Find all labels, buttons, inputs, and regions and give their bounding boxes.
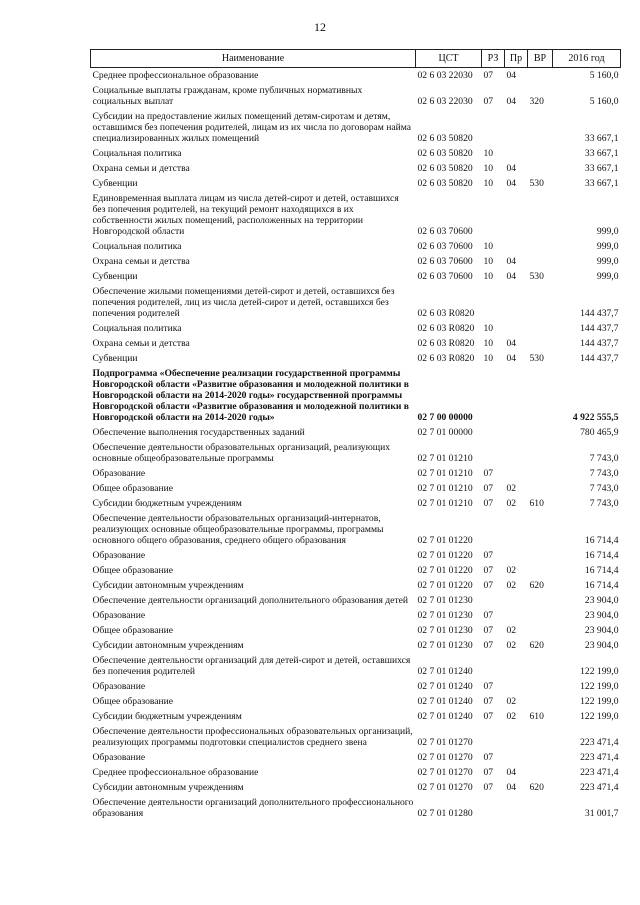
table-row xyxy=(91,563,621,578)
page-number: 12 xyxy=(314,20,326,34)
cell-rz: 10 xyxy=(483,338,494,349)
cell-rz xyxy=(482,109,505,146)
cell-vr: 610 xyxy=(529,711,544,722)
table-row xyxy=(91,284,621,321)
cell-rz: 07 xyxy=(483,782,494,793)
table-header-row xyxy=(91,50,621,68)
cell-cst: 02 6 03 R0820 xyxy=(417,338,475,349)
cell-pr xyxy=(505,109,528,146)
table-row xyxy=(91,548,621,563)
table-row xyxy=(91,608,621,623)
cell-sum: 7 743,0 xyxy=(589,483,619,494)
cell-vr xyxy=(528,321,553,336)
cell-cst: 02 6 03 50820 xyxy=(417,178,473,189)
cell-name: Субвенции xyxy=(92,353,138,364)
cell-pr xyxy=(505,284,528,321)
cell-sum: 7 743,0 xyxy=(589,468,619,479)
cell-cst: 02 7 01 01240 xyxy=(417,711,473,722)
cell-rz: 07 xyxy=(483,640,494,651)
header-cst: ЦСТ xyxy=(416,50,482,68)
cell-rz: 07 xyxy=(483,468,494,479)
cell-vr: 610 xyxy=(529,498,544,509)
cell-cst: 02 7 01 01230 xyxy=(417,610,473,621)
cell-rz xyxy=(482,425,505,440)
cell-rz: 07 xyxy=(483,498,494,509)
cell-pr xyxy=(505,679,528,694)
cell-vr xyxy=(528,724,553,750)
cell-sum: 122 199,0 xyxy=(580,711,619,722)
cell-pr: 04 xyxy=(506,353,517,364)
cell-pr: 02 xyxy=(506,696,517,707)
cell-cst: 02 7 01 01220 xyxy=(417,535,473,546)
cell-pr: 02 xyxy=(506,580,517,591)
cell-vr xyxy=(528,440,553,466)
cell-vr xyxy=(528,608,553,623)
cell-vr xyxy=(528,109,553,146)
cell-pr xyxy=(505,146,528,161)
table-row xyxy=(91,440,621,466)
cell-sum: 223 471,4 xyxy=(580,767,619,778)
cell-name: Социальные выплаты гражданам, кроме публичных нормативных социальных выплат xyxy=(92,85,363,107)
cell-sum: 23 904,0 xyxy=(584,625,619,636)
cell-cst: 02 6 03 70600 xyxy=(417,226,473,237)
cell-name: Общее образование xyxy=(92,696,174,707)
cell-vr xyxy=(528,161,553,176)
table-row xyxy=(91,709,621,724)
cell-name: Подпрограмма «Обеспечение реализации государственной программы Новгородской области «Развитие образования и молодежной политики в Новгородской области на 2014-2020 годы» государственной программы Новгородской области «Развитие образования и молодежной политики в Новгородской области на 2014-2020 годы» xyxy=(92,368,409,423)
cell-name: Обеспечение деятельности организаций дополнительного профессионального образования xyxy=(92,797,414,819)
cell-name: Обеспечение выполнения государственных заданий xyxy=(92,427,305,438)
cell-pr xyxy=(505,239,528,254)
cell-vr: 620 xyxy=(529,640,544,651)
cell-name: Образование xyxy=(92,468,146,479)
cell-sum: 7 743,0 xyxy=(589,498,619,509)
cell-cst: 02 7 01 01230 xyxy=(417,595,473,606)
table-row xyxy=(91,653,621,679)
cell-name: Субсидии автономным учреждениям xyxy=(92,580,244,591)
cell-sum: 780 465,9 xyxy=(580,427,619,438)
cell-sum: 33 667,1 xyxy=(584,148,619,159)
cell-sum: 5 160,0 xyxy=(589,70,619,81)
cell-vr xyxy=(528,623,553,638)
cell-rz xyxy=(482,724,505,750)
cell-cst: 02 7 01 01220 xyxy=(417,580,473,591)
cell-pr xyxy=(505,466,528,481)
header-vr: ВР xyxy=(528,50,553,68)
cell-pr xyxy=(505,366,528,425)
table-row xyxy=(91,496,621,511)
table-row xyxy=(91,425,621,440)
table-row xyxy=(91,593,621,608)
cell-sum: 223 471,4 xyxy=(580,737,619,748)
cell-vr: 620 xyxy=(529,580,544,591)
cell-vr xyxy=(528,336,553,351)
cell-rz: 07 xyxy=(483,696,494,707)
cell-rz xyxy=(482,191,505,239)
cell-cst: 02 7 01 01270 xyxy=(417,752,473,763)
cell-pr xyxy=(505,191,528,239)
cell-cst: 02 6 03 R0820 xyxy=(417,353,475,364)
table-row xyxy=(91,511,621,548)
cell-name: Охрана семьи и детства xyxy=(92,256,190,267)
cell-cst: 02 6 03 50820 xyxy=(417,133,473,144)
cell-pr xyxy=(505,593,528,608)
cell-vr xyxy=(528,481,553,496)
table-row xyxy=(91,336,621,351)
cell-sum: 33 667,1 xyxy=(584,163,619,174)
cell-rz xyxy=(482,795,505,821)
cell-rz: 07 xyxy=(483,70,494,81)
table-row xyxy=(91,176,621,191)
cell-name: Субсидии автономным учреждениям xyxy=(92,640,244,651)
table-row xyxy=(91,466,621,481)
cell-vr xyxy=(528,593,553,608)
cell-sum: 223 471,4 xyxy=(580,782,619,793)
cell-vr xyxy=(528,511,553,548)
cell-cst: 02 6 03 50820 xyxy=(417,148,473,159)
cell-pr: 02 xyxy=(506,498,517,509)
cell-cst: 02 7 01 01280 xyxy=(417,808,473,819)
cell-sum: 23 904,0 xyxy=(584,610,619,621)
header-name: Наименование xyxy=(91,50,416,68)
table-row xyxy=(91,481,621,496)
cell-rz: 10 xyxy=(483,178,494,189)
cell-name: Обеспечение деятельности образовательных организаций-интернатов, реализующих основные общеобразовательные программы, программы основного общего образования, среднего общего образования xyxy=(92,513,384,546)
cell-sum: 999,0 xyxy=(596,271,619,282)
cell-sum: 144 437,7 xyxy=(580,308,619,319)
cell-cst: 02 6 03 R0820 xyxy=(417,308,475,319)
cell-cst: 02 7 01 01240 xyxy=(417,696,473,707)
cell-name: Субсидии бюджетным учреждениям xyxy=(92,498,242,509)
cell-pr xyxy=(505,750,528,765)
cell-name: Среднее профессиональное образование xyxy=(92,767,259,778)
budget-table xyxy=(90,49,621,821)
cell-sum: 33 667,1 xyxy=(584,133,619,144)
cell-name: Социальная политика xyxy=(92,241,182,252)
cell-cst: 02 6 03 22030 xyxy=(417,70,473,81)
cell-name: Общее образование xyxy=(92,565,174,576)
cell-name: Общее образование xyxy=(92,625,174,636)
cell-rz: 07 xyxy=(483,752,494,763)
cell-vr: 320 xyxy=(529,96,544,107)
cell-vr: 620 xyxy=(529,782,544,793)
cell-name: Образование xyxy=(92,681,146,692)
cell-pr: 02 xyxy=(506,483,517,494)
cell-pr xyxy=(505,440,528,466)
cell-sum: 122 199,0 xyxy=(580,696,619,707)
cell-cst: 02 6 03 22030 xyxy=(417,96,473,107)
cell-vr xyxy=(528,284,553,321)
cell-cst: 02 6 03 R0820 xyxy=(417,323,475,334)
cell-rz: 07 xyxy=(483,767,494,778)
cell-vr xyxy=(528,254,553,269)
cell-rz: 10 xyxy=(483,256,494,267)
cell-vr xyxy=(528,366,553,425)
cell-pr xyxy=(505,608,528,623)
cell-cst: 02 7 01 01270 xyxy=(417,767,473,778)
cell-sum: 23 904,0 xyxy=(584,595,619,606)
cell-cst: 02 7 01 00000 xyxy=(417,427,473,438)
cell-vr: 530 xyxy=(529,178,544,189)
cell-name: Социальная политика xyxy=(92,323,182,334)
cell-cst: 02 7 01 01210 xyxy=(417,468,473,479)
cell-pr: 04 xyxy=(506,767,517,778)
cell-vr xyxy=(528,239,553,254)
cell-cst: 02 6 03 70600 xyxy=(417,271,473,282)
table-row xyxy=(91,679,621,694)
cell-sum: 999,0 xyxy=(596,241,619,252)
cell-sum: 16 714,4 xyxy=(584,550,619,561)
cell-pr xyxy=(505,321,528,336)
cell-cst: 02 7 00 00000 xyxy=(417,412,473,423)
cell-name: Обеспечение жилыми помещениями детей-сирот и детей, оставшихся без попечения родителей, лиц из числа детей-сирот и детей, оставшихся без попечения родителей xyxy=(92,286,395,319)
cell-vr xyxy=(528,795,553,821)
cell-vr xyxy=(528,68,553,84)
table-row xyxy=(91,780,621,795)
table-row xyxy=(91,724,621,750)
cell-name: Субсидии на предоставление жилых помещений детям-сиротам и детям, оставшимся без попечения родителей, лицам из их числа по договорам найма специализированных жилых помещений xyxy=(92,111,412,144)
cell-name: Обеспечение деятельности образовательных организаций, реализующих основные общеобразовательные программы xyxy=(92,442,391,464)
cell-pr: 04 xyxy=(506,256,517,267)
cell-rz: 07 xyxy=(483,625,494,636)
cell-cst: 02 7 01 01230 xyxy=(417,625,473,636)
cell-vr xyxy=(528,694,553,709)
cell-pr xyxy=(505,548,528,563)
cell-rz: 07 xyxy=(483,483,494,494)
header-year: 2016 год xyxy=(553,50,621,68)
cell-sum: 23 904,0 xyxy=(584,640,619,651)
cell-name: Социальная политика xyxy=(92,148,182,159)
cell-name: Субсидии бюджетным учреждениям xyxy=(92,711,242,722)
cell-pr: 04 xyxy=(506,338,517,349)
cell-pr xyxy=(505,653,528,679)
cell-rz: 10 xyxy=(483,163,494,174)
cell-name: Общее образование xyxy=(92,483,174,494)
cell-pr: 02 xyxy=(506,565,517,576)
cell-rz: 07 xyxy=(483,711,494,722)
cell-vr xyxy=(528,191,553,239)
table-row xyxy=(91,351,621,366)
table-row xyxy=(91,578,621,593)
cell-pr: 02 xyxy=(506,640,517,651)
cell-name: Образование xyxy=(92,550,146,561)
cell-cst: 02 7 01 01220 xyxy=(417,550,473,561)
table-row xyxy=(91,239,621,254)
cell-cst: 02 7 01 01210 xyxy=(417,453,473,464)
cell-pr xyxy=(505,795,528,821)
cell-sum: 16 714,4 xyxy=(584,580,619,591)
table-row xyxy=(91,83,621,109)
cell-cst: 02 6 03 50820 xyxy=(417,163,473,174)
cell-sum: 999,0 xyxy=(596,256,619,267)
cell-vr xyxy=(528,425,553,440)
cell-cst: 02 7 01 01240 xyxy=(417,681,473,692)
cell-cst: 02 6 03 70600 xyxy=(417,241,473,252)
cell-rz: 10 xyxy=(483,323,494,334)
table-row xyxy=(91,146,621,161)
table-row xyxy=(91,109,621,146)
cell-rz: 10 xyxy=(483,353,494,364)
cell-pr xyxy=(505,425,528,440)
cell-rz: 07 xyxy=(483,565,494,576)
cell-sum: 31 001,7 xyxy=(584,808,619,819)
cell-vr xyxy=(528,563,553,578)
cell-name: Субвенции xyxy=(92,271,138,282)
table-row xyxy=(91,694,621,709)
cell-rz: 07 xyxy=(483,550,494,561)
table-row xyxy=(91,68,621,84)
table-row xyxy=(91,638,621,653)
cell-vr xyxy=(528,548,553,563)
cell-sum: 122 199,0 xyxy=(580,666,619,677)
cell-name: Единовременная выплата лицам из числа детей-сирот и детей, оставшихся без попечения родителей, на текущий ремонт находящихся в их собственности жилых помещений, расположенных на территории Новгородской области xyxy=(92,193,399,237)
cell-name: Охрана семьи и детства xyxy=(92,163,190,174)
cell-rz xyxy=(482,366,505,425)
cell-pr: 02 xyxy=(506,625,517,636)
cell-name: Обеспечение деятельности профессиональных образовательных организаций, реализующих программы подготовки специалистов среднего звена xyxy=(92,726,413,748)
cell-rz: 07 xyxy=(483,610,494,621)
table-row xyxy=(91,750,621,765)
cell-vr xyxy=(528,765,553,780)
cell-pr: 04 xyxy=(506,178,517,189)
cell-pr: 02 xyxy=(506,711,517,722)
cell-name: Образование xyxy=(92,610,146,621)
cell-cst: 02 7 01 01230 xyxy=(417,640,473,651)
cell-name: Среднее профессиональное образование xyxy=(92,70,259,81)
header-rz: РЗ xyxy=(482,50,505,68)
cell-sum: 5 160,0 xyxy=(589,96,619,107)
table-row xyxy=(91,254,621,269)
table-row xyxy=(91,366,621,425)
table-row xyxy=(91,269,621,284)
cell-pr: 04 xyxy=(506,96,517,107)
cell-rz: 07 xyxy=(483,681,494,692)
cell-rz xyxy=(482,511,505,548)
cell-sum: 4 922 555,5 xyxy=(572,412,619,423)
cell-cst: 02 6 03 70600 xyxy=(417,256,473,267)
cell-cst: 02 7 01 01270 xyxy=(417,782,473,793)
cell-cst: 02 7 01 01210 xyxy=(417,498,473,509)
cell-vr: 530 xyxy=(529,271,544,282)
cell-sum: 33 667,1 xyxy=(584,178,619,189)
cell-sum: 7 743,0 xyxy=(589,453,619,464)
cell-pr: 04 xyxy=(506,70,517,81)
cell-name: Субсидии автономным учреждениям xyxy=(92,782,244,793)
cell-rz xyxy=(482,653,505,679)
cell-name: Обеспечение деятельности организаций для детей-сирот и детей, оставшихся без попечения родителей xyxy=(92,655,411,677)
cell-cst: 02 7 01 01210 xyxy=(417,483,473,494)
table-row xyxy=(91,795,621,821)
table-row xyxy=(91,161,621,176)
cell-cst: 02 7 01 01220 xyxy=(417,565,473,576)
cell-vr xyxy=(528,466,553,481)
cell-rz: 07 xyxy=(483,96,494,107)
table-row xyxy=(91,765,621,780)
cell-rz: 10 xyxy=(483,241,494,252)
cell-pr: 04 xyxy=(506,163,517,174)
cell-rz xyxy=(482,593,505,608)
cell-pr: 04 xyxy=(506,782,517,793)
cell-pr xyxy=(505,724,528,750)
cell-pr: 04 xyxy=(506,271,517,282)
table-row xyxy=(91,321,621,336)
cell-sum: 144 437,7 xyxy=(580,353,619,364)
cell-sum: 144 437,7 xyxy=(580,338,619,349)
cell-rz: 07 xyxy=(483,580,494,591)
cell-sum: 122 199,0 xyxy=(580,681,619,692)
cell-vr: 530 xyxy=(529,353,544,364)
cell-name: Охрана семьи и детства xyxy=(92,338,190,349)
table-body xyxy=(91,68,621,822)
cell-name: Обеспечение деятельности организаций дополнительного образования детей xyxy=(92,595,409,606)
table-row xyxy=(91,623,621,638)
cell-cst: 02 7 01 01240 xyxy=(417,666,473,677)
table-row xyxy=(91,191,621,239)
cell-vr xyxy=(528,750,553,765)
cell-cst: 02 7 01 01270 xyxy=(417,737,473,748)
cell-rz xyxy=(482,440,505,466)
cell-rz: 10 xyxy=(483,148,494,159)
cell-vr xyxy=(528,146,553,161)
cell-sum: 144 437,7 xyxy=(580,323,619,334)
cell-pr xyxy=(505,511,528,548)
cell-sum: 16 714,4 xyxy=(584,535,619,546)
cell-sum: 223 471,4 xyxy=(580,752,619,763)
header-pr: Пр xyxy=(505,50,528,68)
cell-rz xyxy=(482,284,505,321)
cell-name: Субвенции xyxy=(92,178,138,189)
cell-vr xyxy=(528,653,553,679)
cell-name: Образование xyxy=(92,752,146,763)
cell-rz: 10 xyxy=(483,271,494,282)
cell-vr xyxy=(528,679,553,694)
cell-sum: 999,0 xyxy=(596,226,619,237)
cell-sum: 16 714,4 xyxy=(584,565,619,576)
